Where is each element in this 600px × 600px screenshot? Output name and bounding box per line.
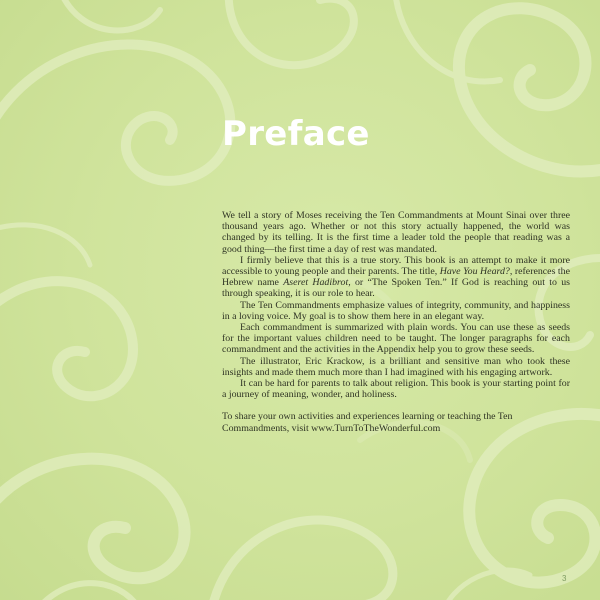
paragraph-2-text-a: I firmly believe that this is a true story. This book is an attempt to make it more accessible to young people and their parents. The title, — [222, 254, 570, 278]
paragraph-6: It can be hard for parents to talk about religion. This book is your starting point for a journey of meaning, wonder, and holiness. — [222, 378, 570, 401]
paragraph-2-text-c: , or “The Spoken Ten.” If God is reaching out to us through speaking, it is our role to hear. — [222, 277, 570, 300]
paragraph-1: We tell a story of Moses receiving the Ten Commandments at Mount Sinai over three thousand years ago. Whether or not this story actually happened, the world was changed by its telling. It is the first time a leader told the people that reading was a good thing—the first time a day of rest was mandated. — [222, 210, 570, 255]
paragraph-5: The illustrator, Eric Krackow, is a brilliant and sensitive man who took these insights and made them much more than I had imagined with his engaging artwork. — [222, 355, 570, 378]
paragraph-4: Each commandment is summarized with plain words. You can use these as seeds for the important values children need to be taught. The longer paragraphs for each commandment and the activities in the Appendix help you to grow these seeds. — [222, 322, 570, 356]
paragraph-2 — [222, 255, 570, 300]
paragraph-2-text-b: , references the Hebrew name — [222, 266, 570, 289]
page-number: 3 — [562, 574, 567, 583]
paragraph-3: The Ten Commandments emphasize values of integrity, community, and happiness in a loving voice. My goal is to show them here in an elegant way. — [222, 299, 570, 322]
closing-note: To share your own activities and experiences learning or teaching the Ten Commandments, visit www.TurnToTheWonderful.com — [222, 411, 513, 434]
preface-body — [222, 210, 570, 434]
page-title: Preface — [222, 114, 370, 154]
hebrew-name: Aseret Hadibrot — [283, 277, 349, 289]
book-title: Have You Heard? — [439, 266, 510, 278]
